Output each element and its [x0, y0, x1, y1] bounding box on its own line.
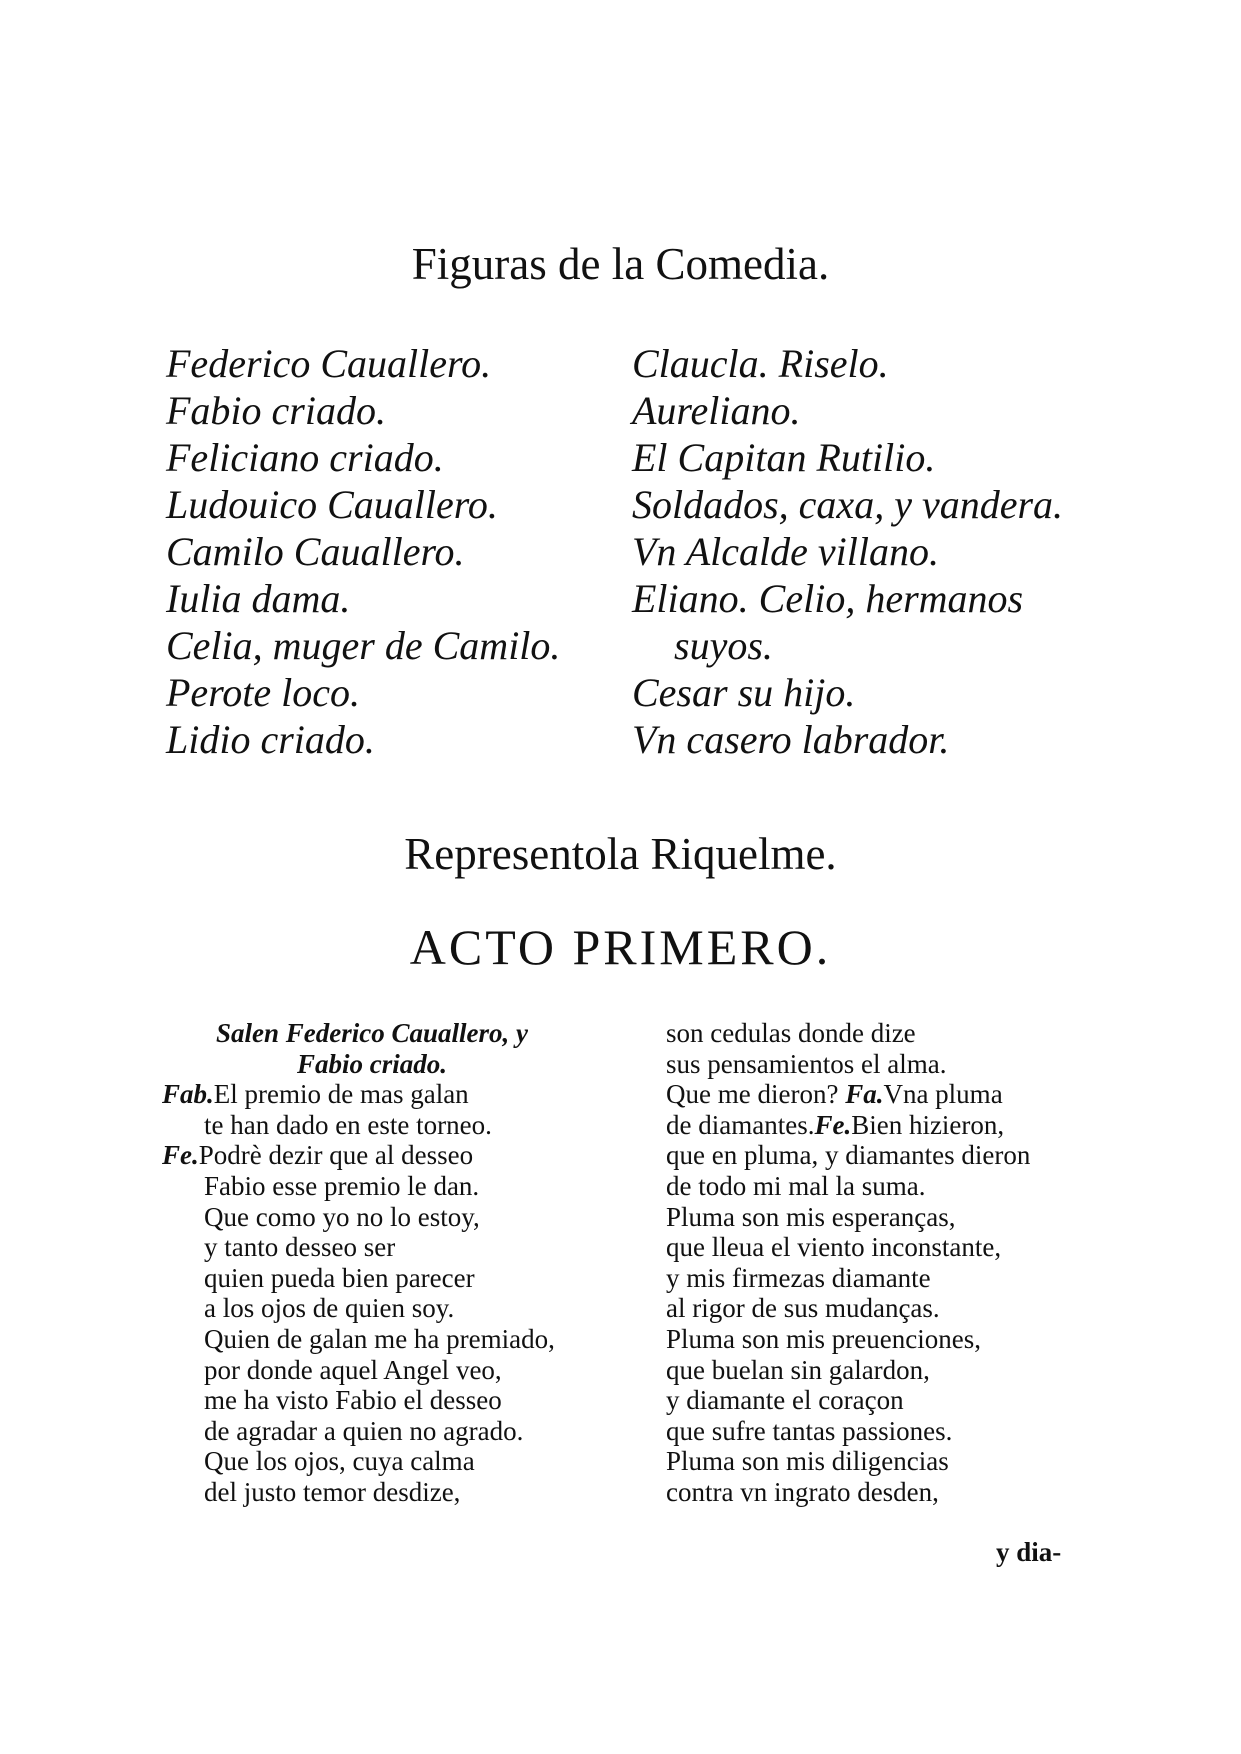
- verse-line: que lleua el viento inconstante,: [666, 1232, 1002, 1263]
- verse-line: del justo temor desdize,: [204, 1476, 461, 1507]
- cast-entry: Feliciano criado.: [166, 435, 444, 480]
- speaker-label: Fa.: [845, 1079, 884, 1110]
- verse-line: y diamante el coraçon: [666, 1385, 904, 1416]
- verse-line: Quien de galan me ha premiado,: [204, 1323, 555, 1354]
- cast-list-title: Figuras de la Comedia.: [411, 239, 830, 289]
- cast-entry: Aureliano.: [632, 388, 801, 433]
- verse-line: son cedulas donde dize: [666, 1018, 916, 1048]
- verse-line: y mis firmezas diamante: [666, 1262, 931, 1293]
- cast-entry: Perote loco.: [166, 670, 361, 715]
- verse-line: [666, 1110, 1086, 1141]
- verse-line: por donde aquel Angel veo,: [204, 1354, 502, 1385]
- cast-entry: Claucla. Riselo.: [632, 341, 889, 386]
- cast-entry: Fabio criado.: [166, 388, 386, 433]
- verse-line: que buelan sin galardon,: [666, 1354, 930, 1385]
- cast-entry: Lidio criado.: [166, 717, 375, 762]
- verse-line: de agradar a quien no agrado.: [204, 1415, 524, 1446]
- verse-line: Pluma son mis preuenciones,: [666, 1323, 981, 1354]
- cast-entry: Federico Cauallero.: [166, 341, 492, 386]
- speaker-label: Fab.: [162, 1079, 214, 1110]
- verse-text: Podrè dezir que al desseo: [198, 1140, 474, 1171]
- cast-entry-continuation: suyos.: [674, 623, 773, 668]
- verse-text: Vna pluma: [883, 1079, 1003, 1110]
- verse-line: me ha visto Fabio el desseo: [204, 1385, 502, 1416]
- cast-list-left-column: [166, 340, 560, 763]
- verse-line: y tanto desseo ser: [204, 1232, 396, 1263]
- verse-line: de todo mi mal la suma.: [666, 1170, 926, 1201]
- cast-entry: El Capitan Rutilio.: [632, 435, 936, 480]
- verse-text: de diamantes.: [666, 1109, 815, 1140]
- verse-left-column: [162, 1018, 612, 1508]
- cast-entry: Eliano. Celio, hermanos: [632, 576, 1024, 621]
- verse-line: contra vn ingrato desden,: [666, 1476, 939, 1507]
- verse-line: al rigor de sus mudanças.: [666, 1293, 940, 1324]
- verse-line: Fabio esse premio le dan.: [204, 1170, 480, 1201]
- verse-line: Pluma son mis diligencias: [666, 1446, 949, 1477]
- stage-direction: Salen Federico Cauallero, y: [216, 1018, 528, 1048]
- cast-entry: Vn casero labrador.: [632, 717, 950, 762]
- cast-entry: Iulia dama.: [166, 576, 351, 621]
- cast-entry: Camilo Cauallero.: [166, 529, 465, 574]
- verse-line: [162, 1079, 612, 1110]
- cast-entry: Soldados, caxa, y vandera.: [632, 482, 1064, 527]
- verse-line: te han dado en este torneo.: [204, 1109, 492, 1140]
- verse-line: sus pensamientos el alma.: [666, 1048, 947, 1079]
- verse-line: [666, 1079, 1086, 1110]
- verse-right-column: [666, 1018, 1086, 1508]
- verse-line: Pluma son mis esperanças,: [666, 1201, 956, 1232]
- catchword: y dia-: [996, 1537, 1062, 1567]
- verse-line: a los ojos de quien soy.: [204, 1293, 455, 1324]
- verse-text: Que me dieron?: [666, 1079, 839, 1110]
- cast-entry: Ludouico Cauallero.: [166, 482, 498, 527]
- verse-text: El premio de mas galan: [213, 1079, 469, 1110]
- verse-text: Bien hizieron,: [851, 1109, 1005, 1140]
- speaker-label: Fe.: [814, 1109, 852, 1140]
- cast-entry: Vn Alcalde villano.: [632, 529, 939, 574]
- verse-line: Que los ojos, cuya calma: [204, 1446, 475, 1477]
- cast-entry: Celia, muger de Camilo.: [166, 623, 561, 668]
- verse-line: que sufre tantas passiones.: [666, 1415, 953, 1446]
- company-credit: Representola Riquelme.: [404, 829, 837, 879]
- verse-line: Que como yo no lo estoy,: [204, 1201, 480, 1232]
- cast-list-right-column: [632, 340, 1063, 763]
- verse-line: [162, 1140, 612, 1171]
- cast-entry: Cesar su hijo.: [632, 670, 856, 715]
- verse-line: quien pueda bien parecer: [204, 1262, 475, 1293]
- speaker-label: Fe.: [162, 1140, 199, 1171]
- act-heading: ACTO PRIMERO.: [409, 919, 832, 975]
- verse-line: que en pluma, y diamantes dieron: [666, 1140, 1031, 1171]
- stage-direction: Fabio criado.: [296, 1048, 447, 1079]
